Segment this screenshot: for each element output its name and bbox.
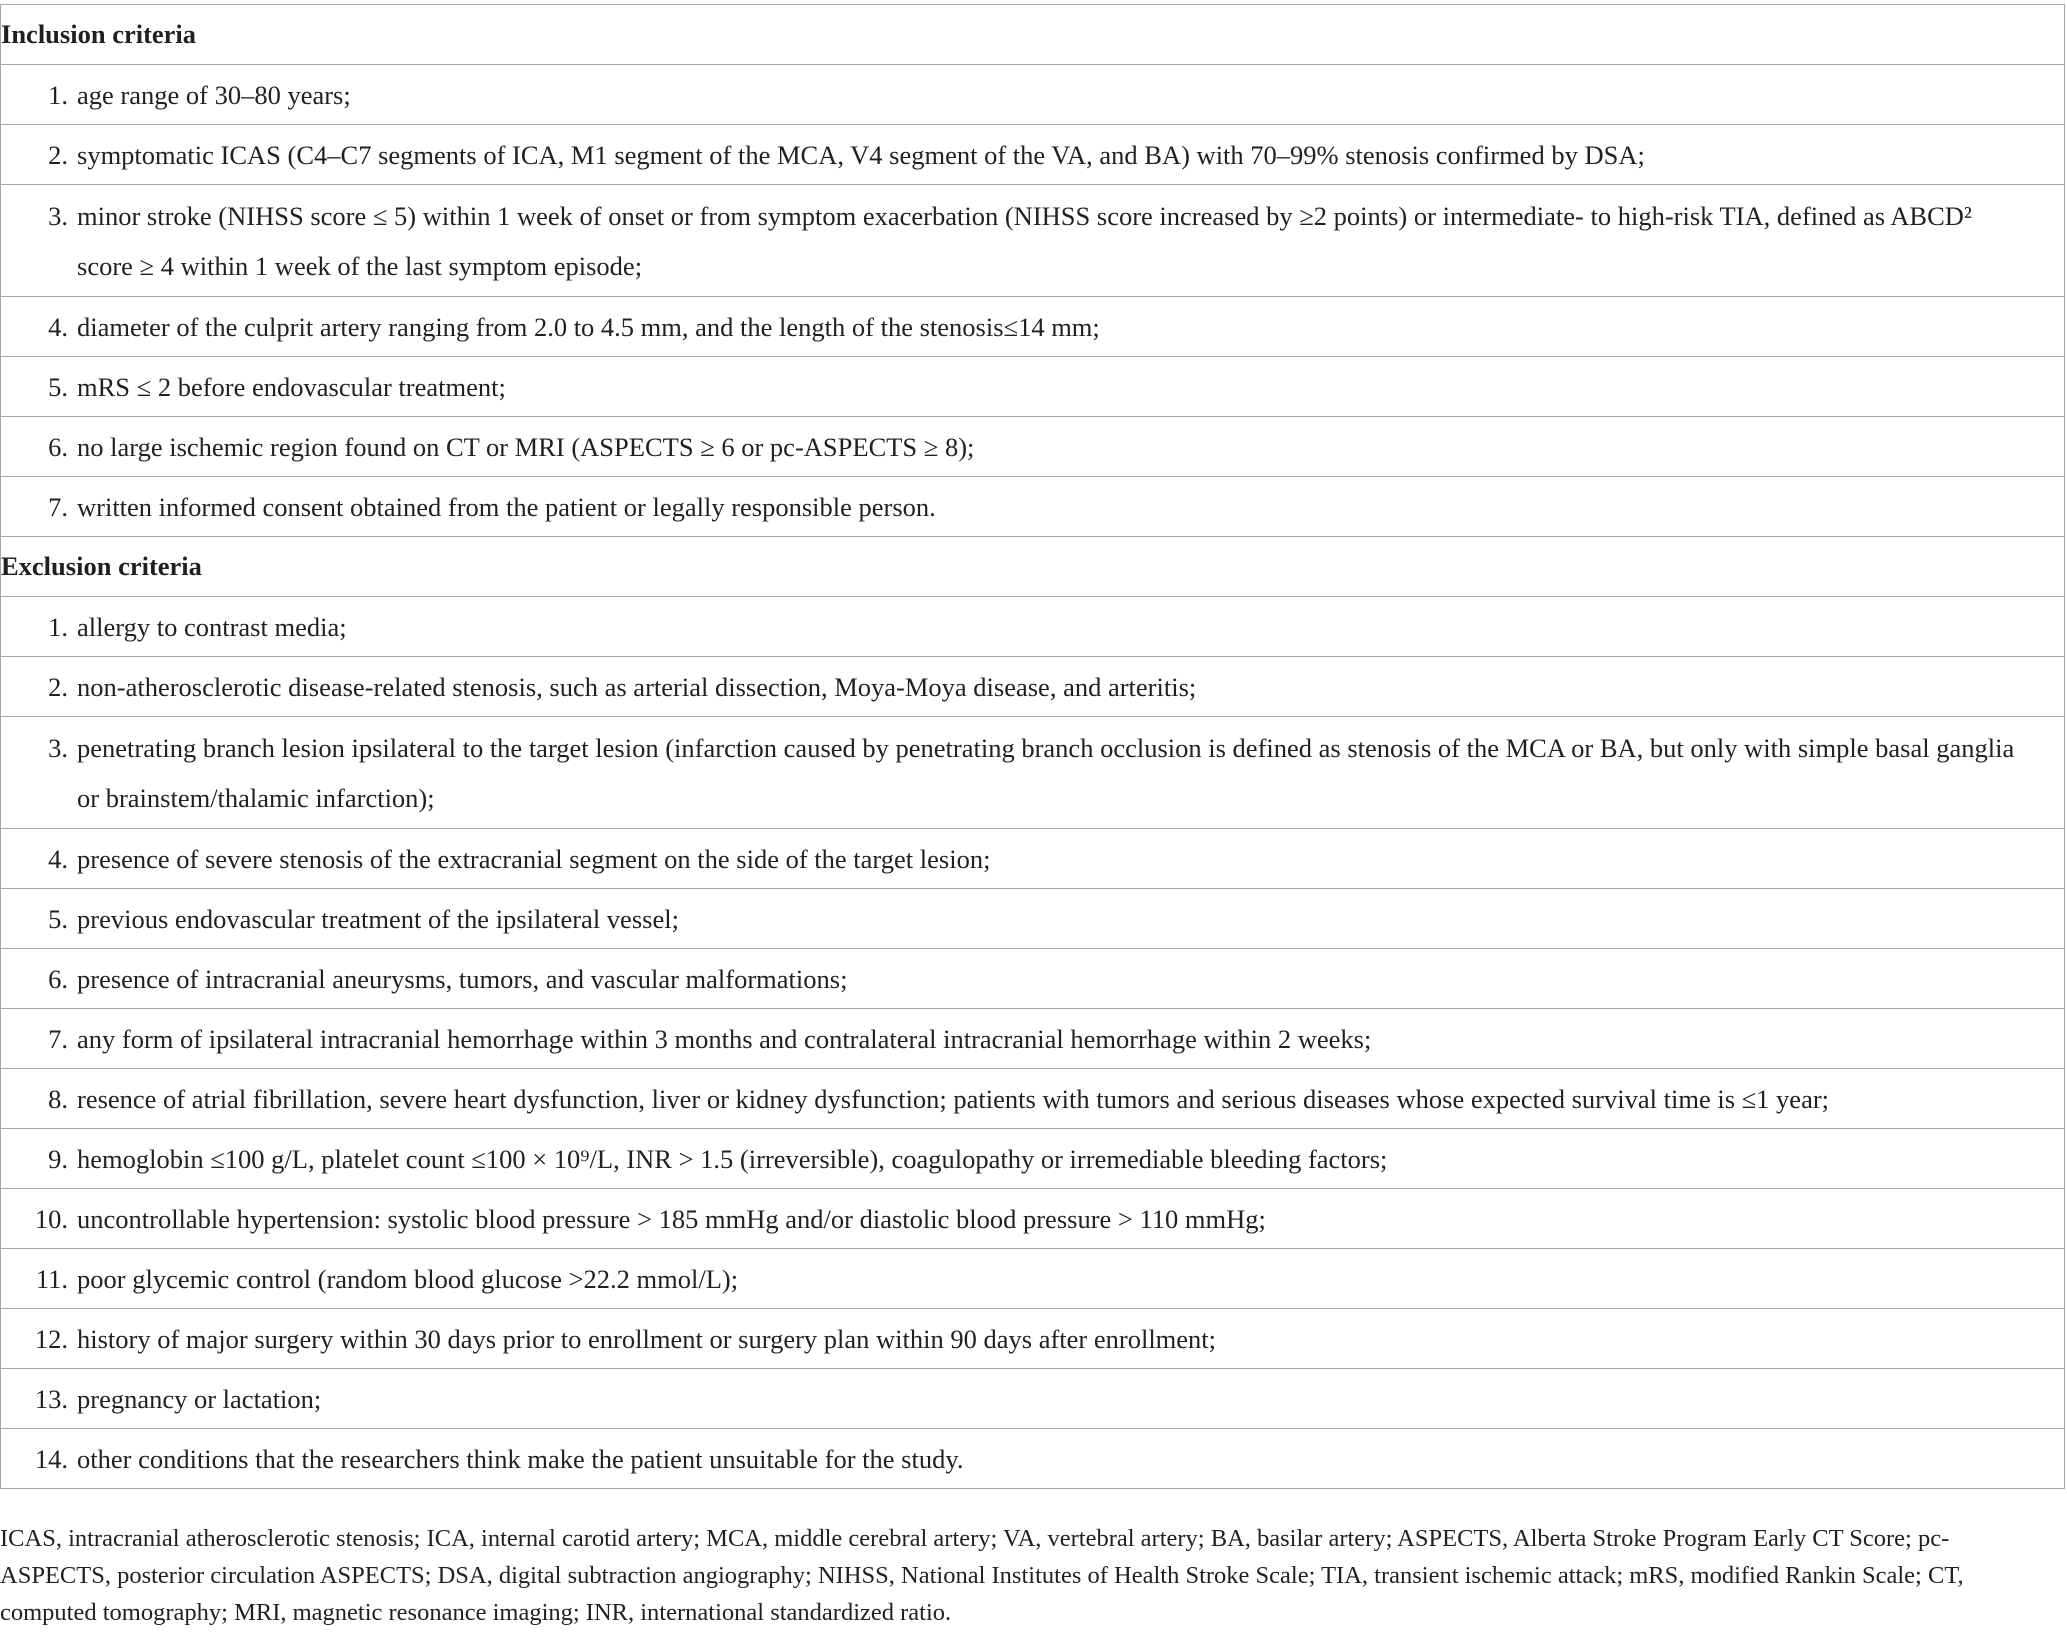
section-header-inclusion [1, 5, 2065, 65]
table-row [1, 657, 2065, 717]
item-number: 1. [48, 611, 68, 642]
table-row [1, 185, 2065, 297]
criteria-table [0, 4, 2065, 1489]
item-text: penetrating branch lesion ipsilateral to the target lesion (infarction caused by penetrating branch occlusion is defined as stenosis of the MCA or BA, but only with simple basal ganglia or brainstem/thalamic infarction); [77, 732, 2015, 813]
table-row [1, 1009, 2065, 1069]
table-footnote: ICAS, intracranial atherosclerotic stenosis; ICA, internal carotid artery; MCA, middle cerebral artery; VA, vertebral artery; BA, basilar artery; ASPECTS, Alberta Stroke Program Early CT Score; pc-ASPECTS, posterior circulation ASPECTS; DSA, digital subtraction angiography; NIHSS, National Institutes of Health Stroke Scale; TIA, transient ischemic attack; mRS, modified Rankin Scale; CT, computed tomography; MRI, magnetic resonance imaging; INR, international standardized ratio. [0, 1525, 1964, 1626]
item-text: diameter of the culprit artery ranging from 2.0 to 4.5 mm, and the length of the stenosis≤14 mm; [77, 311, 1100, 342]
item-number: 4. [48, 311, 68, 342]
table-row [1, 477, 2065, 537]
item-text: written informed consent obtained from the patient or legally responsible person. [77, 491, 936, 522]
table-row [1, 1129, 2065, 1189]
table-row [1, 1309, 2065, 1369]
item-text: any form of ipsilateral intracranial hemorrhage within 3 months and contralateral intracranial hemorrhage within 2 weeks; [77, 1023, 1372, 1054]
item-text: symptomatic ICAS (C4–C7 segments of ICA, M1 segment of the MCA, V4 segment of the VA, and BA) with 70–99% stenosis confirmed by DSA; [77, 139, 1645, 170]
item-text: non-atherosclerotic disease-related stenosis, such as arterial dissection, Moya-Moya disease, and arteritis; [77, 671, 1197, 702]
table-row [1, 65, 2065, 125]
item-number: 6. [48, 963, 68, 994]
item-number: 6. [48, 431, 68, 462]
item-number: 10. [34, 1203, 68, 1234]
table-row [1, 357, 2065, 417]
item-number: 5. [48, 371, 68, 402]
item-number: 3. [48, 200, 68, 231]
table-row [1, 125, 2065, 185]
item-number: 8. [48, 1083, 68, 1114]
item-text: poor glycemic control (random blood glucose >22.2 mmol/L); [77, 1263, 739, 1294]
item-number: 12. [34, 1323, 68, 1354]
item-text: history of major surgery within 30 days prior to enrollment or surgery plan within 90 days after enrollment; [77, 1323, 1217, 1354]
item-text: presence of severe stenosis of the extracranial segment on the side of the target lesion; [77, 843, 991, 874]
item-text: pregnancy or lactation; [77, 1383, 322, 1414]
item-number: 3. [48, 732, 68, 763]
item-number: 2. [48, 139, 68, 170]
item-text: resence of atrial fibrillation, severe heart dysfunction, liver or kidney dysfunction; patients with tumors and serious diseases whose expected survival time is ≤1 year; [77, 1083, 1830, 1114]
table-row [1, 1069, 2065, 1129]
table-row [1, 1369, 2065, 1429]
table-row [1, 1249, 2065, 1309]
table-row [1, 1429, 2065, 1489]
item-number: 2. [48, 671, 68, 702]
item-text: hemoglobin ≤100 g/L, platelet count ≤100 × 10⁹/L, INR > 1.5 (irreversible), coagulopathy or irremediable bleeding factors; [77, 1143, 1388, 1174]
item-text: mRS ≤ 2 before endovascular treatment; [77, 371, 506, 402]
item-number: 11. [35, 1263, 68, 1294]
item-text: minor stroke (NIHSS score ≤ 5) within 1 week of onset or from symptom exacerbation (NIHSS score increased by ≥2 points) or intermediate- to high-risk TIA, defined as ABCD² score ≥ 4 within 1 week of the last symptom episode; [77, 200, 1972, 281]
item-number: 4. [48, 843, 68, 874]
item-number: 9. [48, 1143, 68, 1174]
item-text: uncontrollable hypertension: systolic blood pressure > 185 mmHg and/or diastolic blood pressure > 110 mmHg; [77, 1203, 1266, 1234]
inclusion-heading: Inclusion criteria [1, 5, 2065, 65]
item-text: age range of 30–80 years; [77, 79, 351, 110]
item-number: 13. [34, 1383, 68, 1414]
exclusion-heading: Exclusion criteria [1, 537, 2065, 597]
item-text: no large ischemic region found on CT or MRI (ASPECTS ≥ 6 or pc-ASPECTS ≥ 8); [77, 431, 975, 462]
table-row [1, 949, 2065, 1009]
table-row [1, 597, 2065, 657]
table-row [1, 1189, 2065, 1249]
item-text: other conditions that the researchers think make the patient unsuitable for the study. [77, 1443, 964, 1474]
table-row [1, 889, 2065, 949]
table-row [1, 417, 2065, 477]
item-number: 1. [48, 79, 68, 110]
item-number: 14. [34, 1443, 68, 1474]
table-row [1, 829, 2065, 889]
section-header-exclusion [1, 537, 2065, 597]
item-number: 5. [48, 903, 68, 934]
item-text: presence of intracranial aneurysms, tumors, and vascular malformations; [77, 963, 848, 994]
item-number: 7. [48, 491, 68, 522]
table-row [1, 717, 2065, 829]
table-row [1, 297, 2065, 357]
item-text: allergy to contrast media; [77, 611, 347, 642]
item-text: previous endovascular treatment of the ipsilateral vessel; [77, 903, 679, 934]
item-number: 7. [48, 1023, 68, 1054]
